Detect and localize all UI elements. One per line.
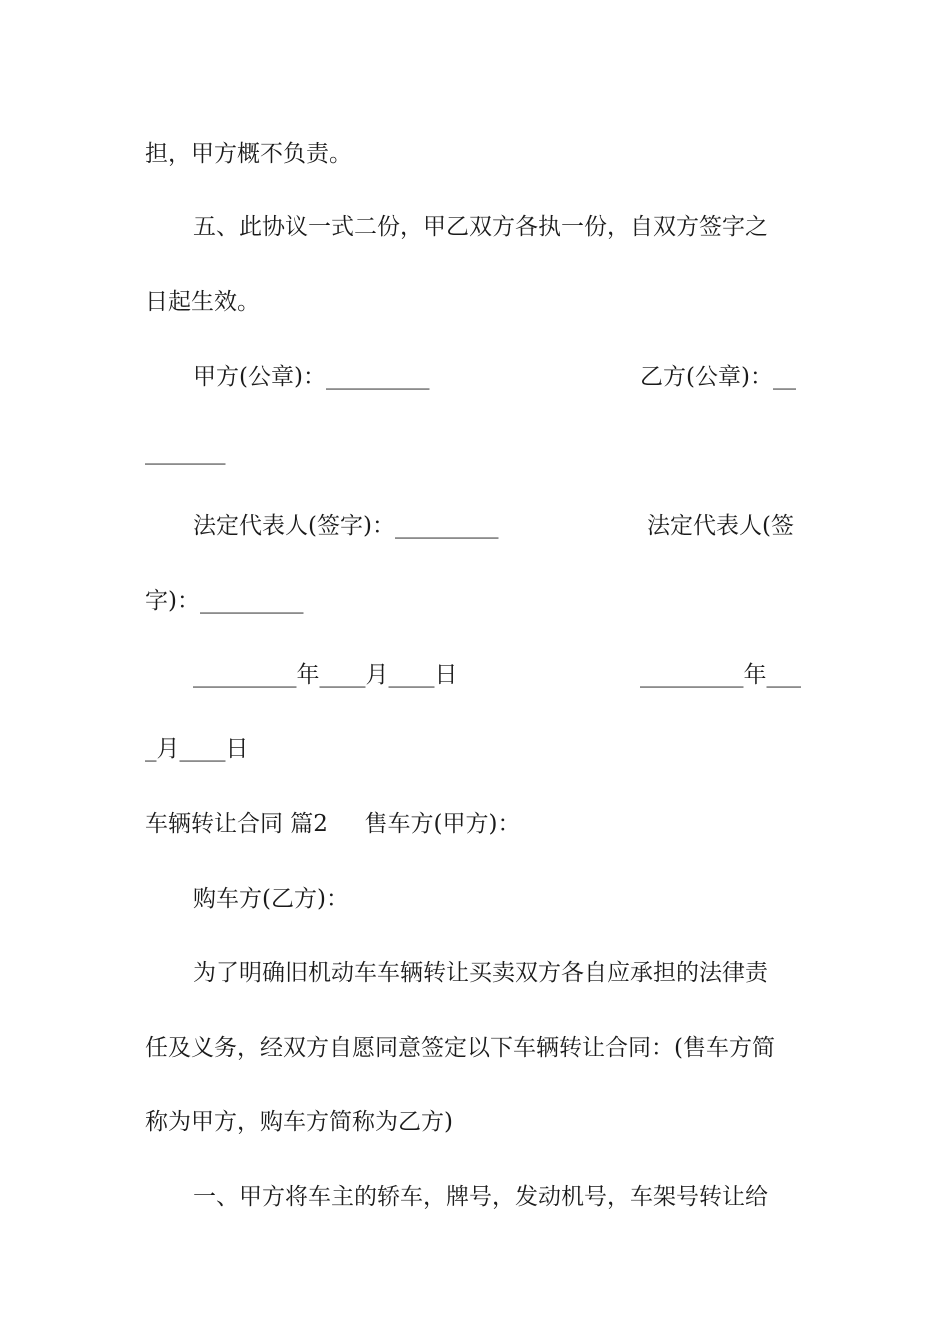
paragraph-line: 日起生效。 [145, 289, 260, 315]
party-b-date-continuation: _月____日 [145, 736, 249, 762]
section-heading: 车辆转让合同 篇2 售车方(甲方)： [145, 811, 521, 837]
party-b-seal-continuation: _______ [145, 439, 226, 465]
paragraph-line: 五、此协议一式二份，甲乙双方各执一份，自双方签字之 [193, 214, 768, 240]
party-a-representative-line: 法定代表人(签字)：_________ [193, 513, 499, 539]
paragraph-line: 任及义务，经双方自愿同意签定以下车辆转让合同：(售车方简 [145, 1035, 775, 1061]
paragraph-line: 一、甲方将车主的轿车，牌号，发动机号，车架号转让给 [193, 1184, 768, 1210]
paragraph-line: 担，甲方概不负责。 [145, 141, 352, 167]
party-a-seal-line: 甲方(公章)：_________ [193, 364, 430, 390]
party-b-representative-continuation: 字)：_________ [145, 588, 304, 614]
party-b-date-line: _________年___ [640, 662, 801, 688]
paragraph-line: 为了明确旧机动车车辆转让买卖双方各自应承担的法律责 [193, 960, 768, 986]
buyer-line: 购车方(乙方)： [193, 886, 349, 912]
party-b-seal-line: 乙方(公章)：__ [640, 364, 796, 390]
paragraph-line: 称为甲方，购车方简称为乙方) [145, 1109, 453, 1135]
party-b-representative-line: 法定代表人(签 [647, 513, 794, 539]
party-a-date-line: _________年____月____日 [193, 662, 458, 688]
